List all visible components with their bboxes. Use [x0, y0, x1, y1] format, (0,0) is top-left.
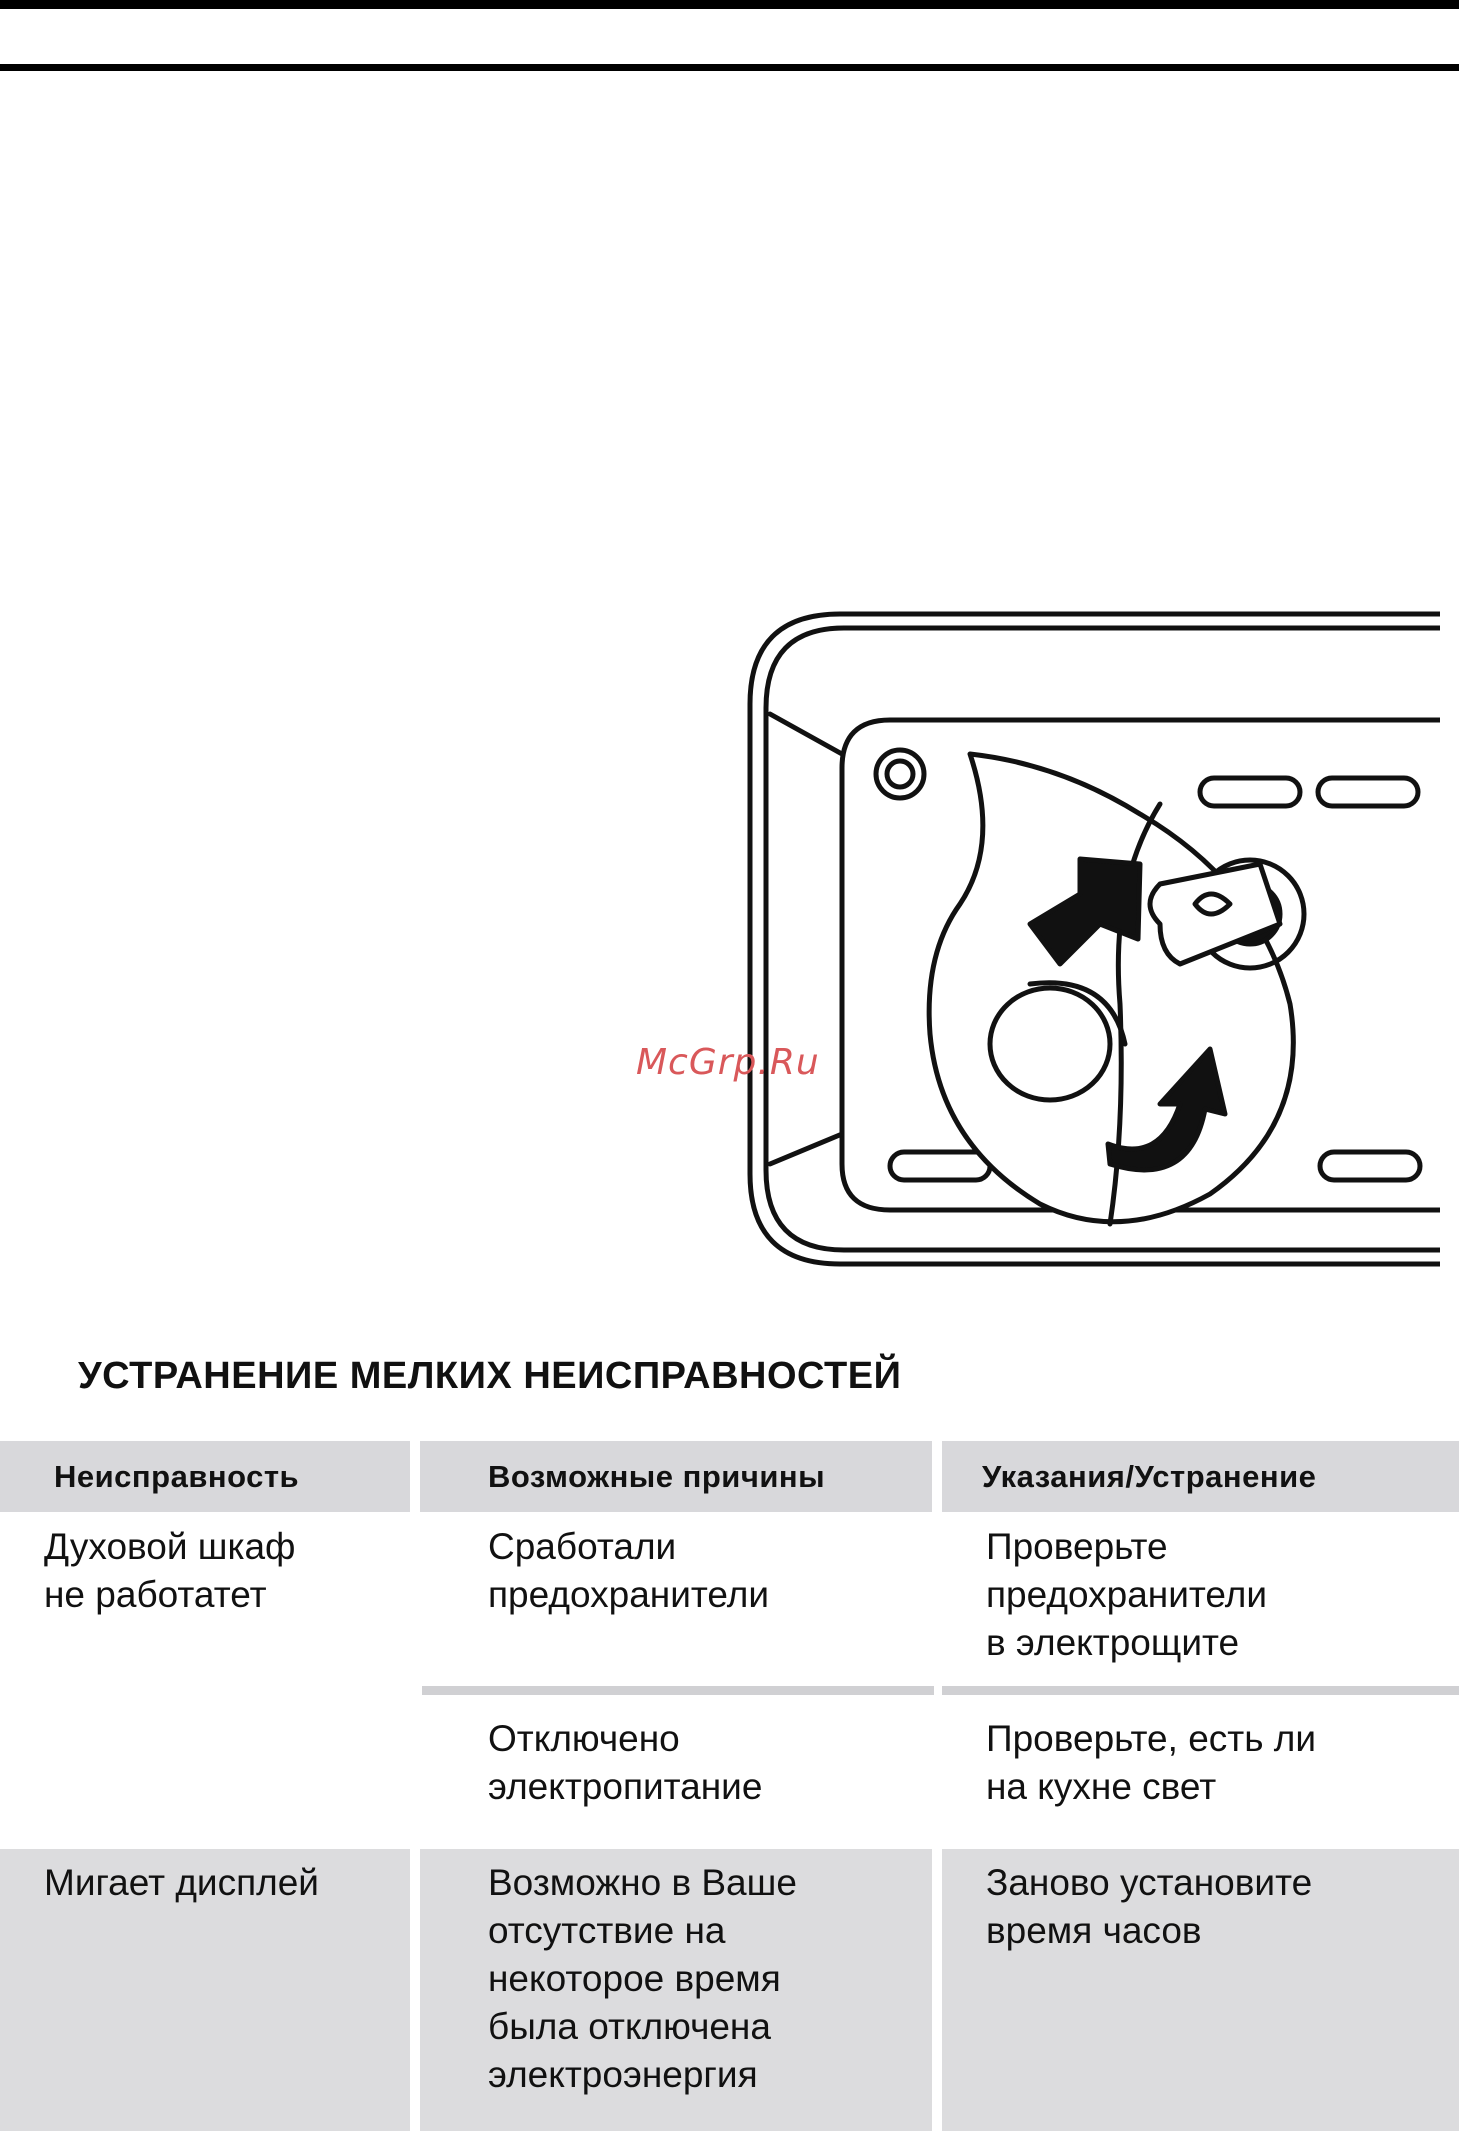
- top-rule: [0, 0, 1459, 9]
- remedy-line: время часов: [986, 1910, 1202, 1951]
- cause-line: Возможно в Ваше: [488, 1862, 797, 1903]
- header-rule: [0, 64, 1459, 71]
- column-header-fault: Неисправность: [0, 1441, 410, 1512]
- cause-line: Отключено: [488, 1718, 680, 1759]
- watermark: McGrp.Ru: [636, 1042, 820, 1083]
- cause-line: электроэнергия: [488, 2054, 758, 2095]
- remedy-line: Заново установите: [986, 1862, 1313, 1903]
- remedy-line: Проверьте: [986, 1526, 1168, 1567]
- cause-line: была отключена: [488, 2006, 771, 2047]
- section-title: УСТРАНЕНИЕ МЕЛКИХ НЕИСПРАВНОСТЕЙ: [78, 1355, 902, 1397]
- row-divider: [422, 1686, 934, 1695]
- fault-cell: [44, 1859, 414, 1907]
- cause-line: отсутствие на: [488, 1910, 726, 1951]
- remedy-cell: [986, 1859, 1446, 1955]
- remedy-line: предохранители: [986, 1574, 1268, 1615]
- oven-lamp-illustration: [740, 604, 1440, 1270]
- cause-cell: [488, 1715, 928, 1811]
- column-header-causes: Возможные причины: [420, 1441, 932, 1512]
- fault-line: Мигает дисплей: [44, 1862, 319, 1903]
- fault-cell: [44, 1523, 414, 1619]
- cause-cell: [488, 1859, 928, 2099]
- row-divider: [942, 1686, 1459, 1695]
- cause-cell: [488, 1523, 928, 1619]
- cause-line: предохранители: [488, 1574, 770, 1615]
- remedy-cell: [986, 1715, 1446, 1811]
- cause-line: Сработали: [488, 1526, 677, 1567]
- remedy-line: на кухне свет: [986, 1766, 1217, 1807]
- fault-line: не работатет: [44, 1574, 267, 1615]
- remedy-cell: [986, 1523, 1446, 1667]
- column-header-remedy: Указания/Устранение: [942, 1441, 1459, 1512]
- cause-line: некоторое время: [488, 1958, 781, 1999]
- remedy-line: Проверьте, есть ли: [986, 1718, 1317, 1759]
- cause-line: электропитание: [488, 1766, 763, 1807]
- fault-line: Духовой шкаф: [44, 1526, 296, 1567]
- remedy-line: в электрощите: [986, 1622, 1240, 1663]
